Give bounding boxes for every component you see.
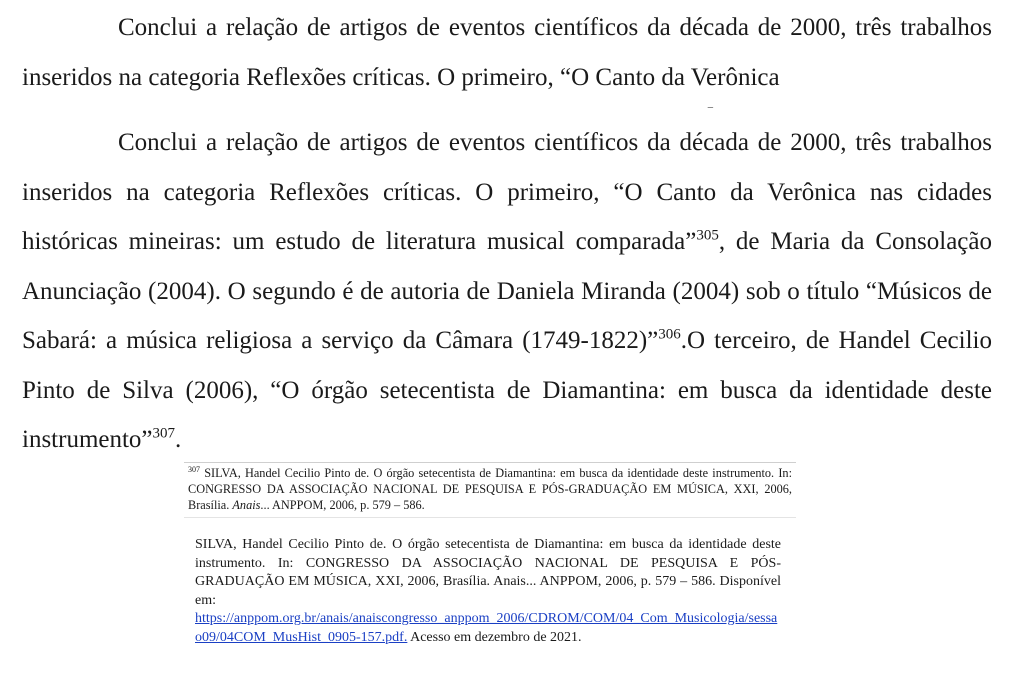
reference-link[interactable]: https://anppom.org.br/anais/anaiscongresso_anppom_2006/CDROM/COM/04_Com_Musicologia/sessao09/04COM_MusHist_0905-157.pdf. [195,611,778,645]
paragraph1-line2: trabalhos inseridos na categoria Reflexões críticas. O primeiro, “O Canto da Verônica [22,14,992,91]
paragraph-excerpt-top [22,3,992,102]
footnote-italic: Anais [232,498,261,512]
paragraph-text-b: , de Maria da Consolação Anunciação (2004). O segundo é de autoria de Daniela Miranda (2004) sob o título “Músicos de Sabará: a música religiosa a serviço da Câmara (1749-1822)” [22,228,992,354]
footnote-number: 307 [188,464,200,474]
footnote-text-a: SILVA, Handel Cecilio Pinto de. O órgão setecentista de Diamantina: em busca da identidade deste instrumento. In: CONGRESSO DA ASSOCIAÇÃO NACIONAL DE PESQUISA E PÓS-GRADUAÇÃO EM MÚSICA, XXI, 2006, Brasília. [188,466,792,512]
footnote-marker-306: 306 [658,326,681,343]
footnote-marker-305: 305 [696,227,719,244]
paragraph-text-d: . [175,426,182,453]
paragraph-text-c: .O terceiro, de Handel Cecilio Pinto de Silva (2006), “O órgão setecentista de Diamantina: em busca da identidade deste instrumento” [22,327,992,453]
reference-text: SILVA, Handel Cecilio Pinto de. O órgão setecentista de Diamantina: em busca da identidade deste instrumento. In: CONGRESSO DA ASSOCIAÇÃO NACIONAL DE PESQUISA E PÓS-GRADUAÇÃO EM MÚSICA, XXI, 2006, Brasília. Anais... ANPPOM, 2006, p. 579 – 586. Disponível em: [195,537,781,608]
paragraph-text-a: Conclui a relação de artigos de eventos científicos da década de 2000, três trabalhos inseridos na categoria Reflexões críticas. O primeiro, “O Canto da Verônica nas cidades históricas mineiras: um estudo de literatura musical comparada” [22,129,992,255]
footnote-marker-307: 307 [152,425,176,442]
reference-access: Acesso em dezembro de 2021. [407,629,582,645]
footnote-text-b: ... ANPPOM, 2006, p. 579 – 586. [260,498,425,512]
main-paragraph [22,118,992,465]
cut-off-line [0,107,1024,117]
footnote-307 [184,462,796,518]
bibliographic-reference [195,536,781,648]
paragraph1-line1: Conclui a relação de artigos de eventos científicos da década de 2000, três [118,14,892,41]
